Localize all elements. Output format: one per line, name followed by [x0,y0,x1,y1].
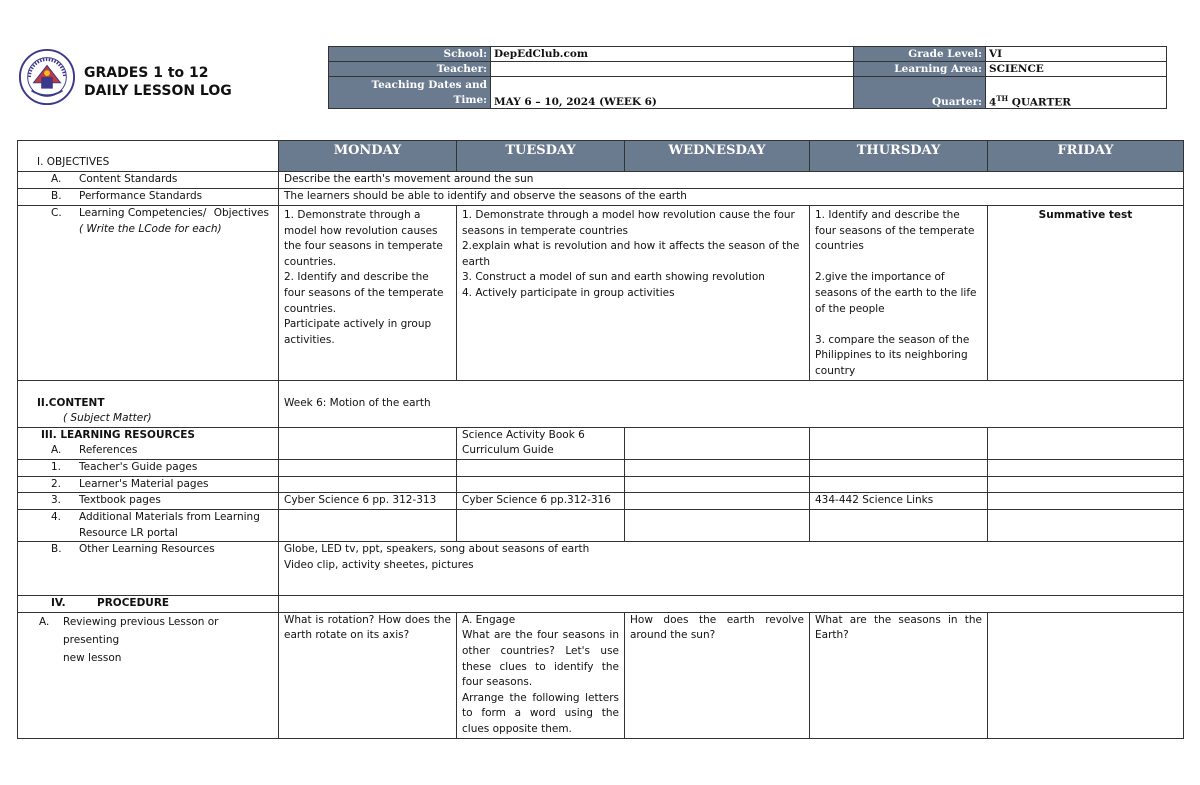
learning-resources-label: III. LEARNING RESOURCES A. References [18,427,279,459]
learning-area-value: SCIENCE [986,62,1167,77]
content-standards-label: A. Content Standards [18,172,279,189]
day-header-wednesday: WEDNESDAY [625,141,810,172]
deped-seal-icon [18,48,76,106]
school-label: School: [329,47,491,62]
teachers-guide-label: 1. Teacher's Guide pages [18,459,279,476]
competencies-thursday: 1. Identify and describe the four seasons of the temperate countries 2.give the importance of seasons of the earth to the life of the people 3. compare the season of the Philippines to its neighboring country [810,206,988,381]
quarter-label: Quarter: [854,77,986,109]
procedure-heading: IV. PROCEDURE [18,596,279,613]
grade-level-label: Grade Level: [854,47,986,62]
quarter-value [986,77,1167,109]
day-header-monday: MONDAY [279,141,457,172]
textbook-monday: Cyber Science 6 pp. 312-313 [279,493,457,510]
content-label: II.CONTENT ( Subject Matter) [18,380,279,427]
day-header-friday: FRIDAY [988,141,1184,172]
textbook-thursday: 434-442 Science Links [810,493,988,510]
teaching-dates-label-1: Teaching Dates and [371,79,487,91]
quarter-superscript: TH [996,93,1009,103]
teacher-value [491,62,854,77]
grade-level-value: VI [986,47,1167,62]
quarter-number: 4 [989,96,997,108]
day-header-tuesday: TUESDAY [457,141,625,172]
day-header-thursday: THURSDAY [810,141,988,172]
learning-area-label: Learning Area: [854,62,986,77]
references-friday [988,427,1184,459]
references-monday [279,427,457,459]
teaching-dates-label-2: Time: [453,94,487,106]
procedure-a-friday [988,612,1184,738]
procedure-a-monday: What is rotation? How does the earth rotate on its axis? [279,612,457,738]
procedure-a-label: A. Reviewing previous Lesson or presenting new lesson [18,612,279,738]
textbook-wednesday [625,493,810,510]
textbook-friday [988,493,1184,510]
other-resources-value: Globe, LED tv, ppt, speakers, song about seasons of earth Video clip, activity sheetes, pictures [279,542,1184,596]
lesson-log-table [17,140,1184,739]
references-wednesday [625,427,810,459]
additional-materials-label: 4. Additional Materials from Learning Resource LR portal [18,510,279,542]
title-line-1: GRADES 1 to 12 [84,65,209,81]
performance-standards-label: B. Performance Standards [18,189,279,206]
document-title [84,64,232,100]
competencies-friday: Summative test [988,206,1184,381]
title-line-2: DAILY LESSON LOG [84,83,232,99]
teacher-label: Teacher: [329,62,491,77]
objectives-heading: I. OBJECTIVES [18,141,279,172]
content-standards-value: Describe the earth's movement around the sun [279,172,1184,189]
procedure-a-thursday: What are the seasons in the Earth? [810,612,988,738]
competencies-tuesday: 1. Demonstrate through a model how revolution cause the four seasons in temperate countries 2.explain what is revolution and how it affects the season of the earth 3. Construct a model of sun and earth showing revolution 4. Actively participate in group activities [457,206,810,381]
learning-competencies-label: C. Learning Competencies/ Objectives ( Write the LCode for each) [18,206,279,381]
procedure-a-tuesday: A. Engage What are the four seasons in other countries? Let's use these clues to identify the four seasons. Arrange the following letters to form a word using the clues opposite them. [457,612,625,738]
textbook-tuesday: Cyber Science 6 pp.312-316 [457,493,625,510]
teaching-dates-label [329,77,491,109]
learners-material-label: 2. Learner's Material pages [18,476,279,493]
teaching-dates-value: MAY 6 – 10, 2024 (WEEK 6) [491,77,854,109]
textbook-pages-label: 3. Textbook pages [18,493,279,510]
procedure-a-wednesday: How does the earth revolve around the sun? [625,612,810,738]
school-value: DepEdClub.com [491,47,854,62]
other-resources-label: B. Other Learning Resources [18,542,279,596]
header-info-table [328,46,1167,109]
competencies-monday: 1. Demonstrate through a model how revolution causes the four seasons in temperate countries. 2. Identify and describe the four seasons of the temperate countries. Participate actively in group activities. [279,206,457,381]
quarter-word: QUARTER [1008,96,1072,108]
references-tuesday: Science Activity Book 6 Curriculum Guide [457,427,625,459]
references-thursday [810,427,988,459]
content-value: Week 6: Motion of the earth [279,380,1184,427]
performance-standards-value: The learners should be able to identify and observe the seasons of the earth [279,189,1184,206]
